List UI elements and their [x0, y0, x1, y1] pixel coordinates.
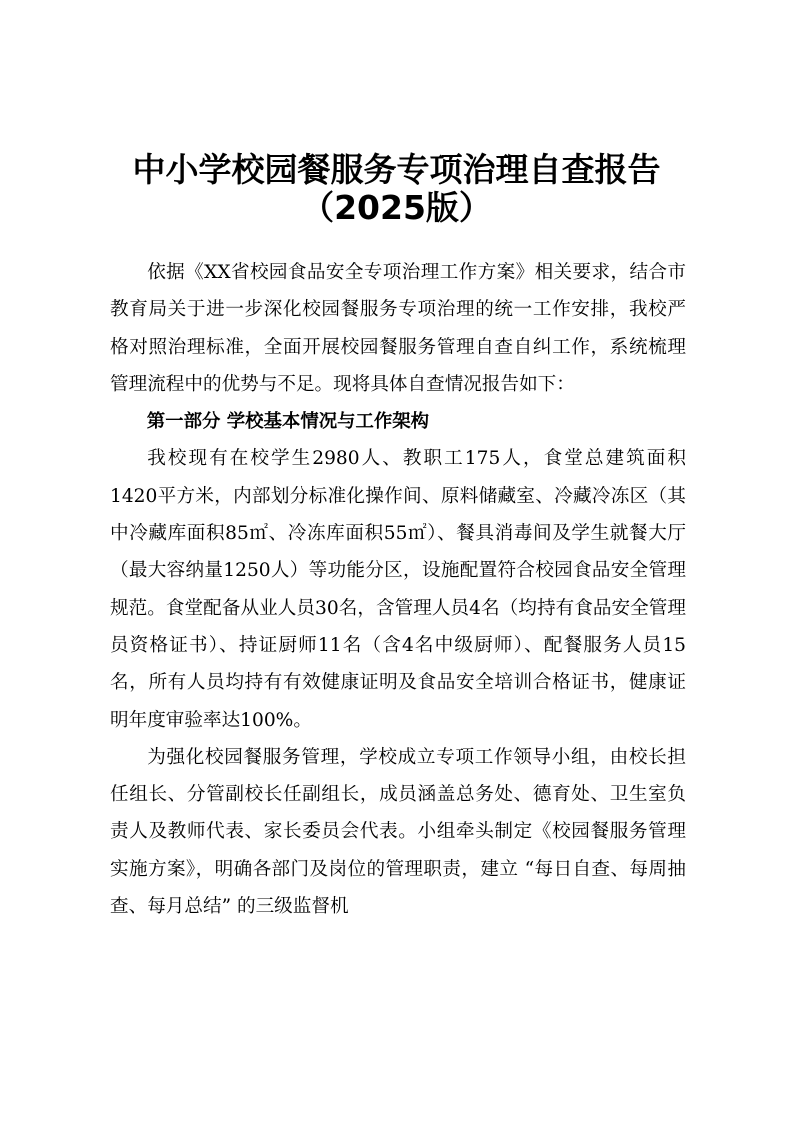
document-body: [110, 254, 686, 925]
basic-info-paragraph: 我校现有在校学生2980人、教职工175人，食堂总建筑面积1420平方米，内部划分标准化操作间、原料储藏室、冷藏冷冻区（其中冷藏库面积85㎡、冷冻库面积55㎡）、餐具消毒间及学生就餐大厅（最大容纳量1250人）等功能分区，设施配置符合校园食品安全管理规范。食堂配备从业人员30名，含管理人员4名（均持有食品安全管理员资格证书）、持证厨师11名（含4名中级厨师）、配餐服务人员15名，所有人员均持有有效健康证明及食品安全培训合格证书，健康证明年度审验率达100%。: [110, 448, 686, 731]
intro-paragraph: 依据《XX省校园食品安全专项治理工作方案》相关要求，结合市教育局关于进一步深化校园餐服务专项治理的统一工作安排，我校严格对照治理标准，全面开展校园餐服务管理自查自纠工作，系统梳理管理流程中的优势与不足。现将具体自查情况报告如下：: [110, 262, 686, 395]
organization-paragraph: 为强化校园餐服务管理，学校成立专项工作领导小组，由校长担任组长、分管副校长任副组长，成员涵盖总务处、德育处、卫生室负责人及教师代表、家长委员会代表。小组牵头制定《校园餐服务管理实施方案》，明确各部门及岗位的管理职责，建立 “每日自查、每周抽查、每月总结” 的三级监督机: [110, 746, 686, 918]
section-heading: 第一部分 学校基本情况与工作架构: [146, 411, 430, 433]
document-subtitle: （2025版）: [301, 188, 492, 227]
document-title: 中小学校园餐服务专项治理自查报告: [132, 150, 661, 189]
